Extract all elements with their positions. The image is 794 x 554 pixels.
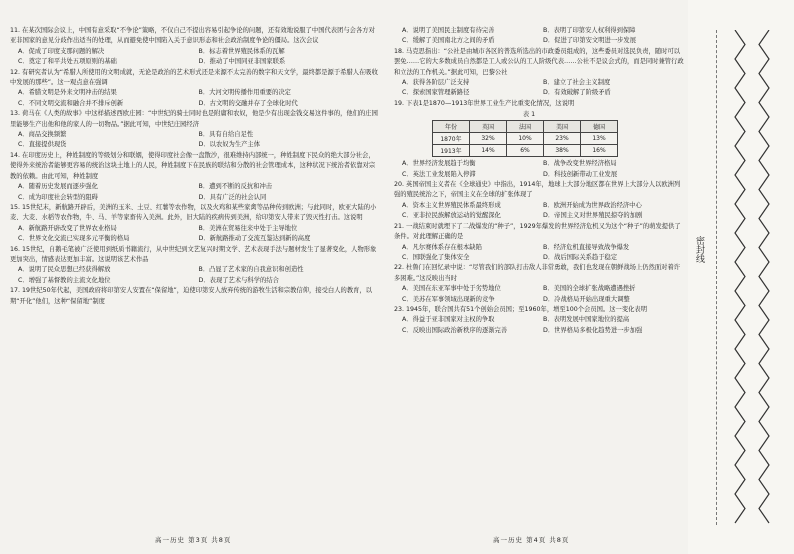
question-19: 19. 下表1是1870—1913年世界工业生产比重变化情况，这说明 xyxy=(394,99,575,107)
option: A．说明了美国民主制度有待完善 xyxy=(402,27,495,34)
option: C．英法工业发展陷入停滞 xyxy=(402,170,476,178)
option: A．说明了民众思想已经获得解放 xyxy=(18,266,111,274)
table-cell: 13% xyxy=(581,133,618,145)
question-13: 13. 荷马在《人类的故事》中这样描述西欧庄园：“中世纪的骑士同时也是附庸和农奴，他是少有出现金钱交易这件事的，他们的庄园里能够生产出他和他的家人的一切物品。”据此可知，中世纪庄园经济 xyxy=(10,110,378,128)
question-14-options xyxy=(10,182,379,203)
table-header: 年份 xyxy=(433,121,470,133)
option: C．国联强化了集体安全 xyxy=(402,253,470,261)
option: B．战争改变世界经济格局 xyxy=(543,160,617,168)
question-22-options xyxy=(394,284,684,305)
option: D．新航路推动了交流互鉴达到新的高度 xyxy=(198,235,311,243)
table-cell: 10% xyxy=(507,133,544,145)
option: C．反映出国际政治新秩序的逐渐完善 xyxy=(402,326,508,334)
table-header-row xyxy=(433,121,618,133)
table-cell: 6% xyxy=(507,145,544,157)
option: A．美国在东亚军事中处于劣势地位 xyxy=(402,285,501,293)
option: C．直接提供现货 xyxy=(18,141,67,149)
question-20-options xyxy=(394,201,684,222)
question-14: 14. 在印度历史上，种姓制度的等级划分和联姻，使得印度社会像一盘散沙，很难维持内部统一，种姓制度下民众的绝大部分社会，使得外来统治者能够更容易的统治这块土地上的人民，种姓制度下在民族的联结和分散的社会管理成本，这种状况下统治者依靠对宗教的依赖。由此可知，种姓制度 xyxy=(10,151,376,180)
table-row xyxy=(433,145,618,157)
option: C．亚非拉民族解放运动的觉醒深化 xyxy=(402,212,501,220)
table-cell: 14% xyxy=(470,145,507,157)
table-cell: 16% xyxy=(581,145,618,157)
option: C．增强了基督教的主流文化地位 xyxy=(18,276,111,284)
option: D．科技创新带动工业发展 xyxy=(543,170,618,178)
question-21: 21. 一战结束时就埋下了二战爆发的“种子”，1929年爆发的世界经济危机又为这个“种子”的萌发提供了条件。对此理解正确的是 xyxy=(394,222,681,241)
question-18-options xyxy=(394,78,684,99)
binding-zigzag-border xyxy=(733,30,785,530)
option: A．随着历史发展而逐步强化 xyxy=(18,183,98,191)
question-22: 22. 杜鲁门在回忆录中说：“尽管我们的部队打击敌人非常勇敢，我们也发现在朝鲜战场上仍然面对着许多困难。”这反映出当时 xyxy=(394,264,681,282)
table-header: 德国 xyxy=(581,121,618,133)
question-18: 18. 马克思指出：“公社是由城市各区的普选所选出的市政委员组成的，这些委员对选民负责，随时可以罢免……它的大多数成员自然都是工人或公认的工人阶级代表……公社不是议会式的，而是同时兼管行政和立法的工作机关。”据此可知，巴黎公社 xyxy=(394,47,684,76)
option: D．表现了艺术与科学的结合 xyxy=(198,276,279,284)
option: D．促进了印第安文明进一步发展 xyxy=(543,37,637,45)
table-caption: 表 1 xyxy=(522,111,536,119)
question-11-options xyxy=(10,47,379,68)
seal-line-label: 密封线 xyxy=(694,236,704,263)
option: C．成为印度社会转型的阻碍 xyxy=(18,193,98,201)
page-footer: 高一历史 第3页 共8页 xyxy=(155,536,232,544)
table-cell: 23% xyxy=(544,133,581,145)
option: B．美洲在贸易往来中处于主导地位 xyxy=(198,224,298,232)
option: C．美苏在军事领域出现新的竞争 xyxy=(402,295,495,303)
table-cell: 32% xyxy=(470,133,507,145)
question-21-options xyxy=(394,243,684,264)
option: B．欧洲开始成为世界政治经济中心 xyxy=(543,201,642,209)
option: B．具有自给自足性 xyxy=(198,131,254,139)
question-15: 15. 15世纪末，新航路开辟后，美洲的玉米、土豆、红薯等农作物，以及火鸡和某些家禽等品种传到欧洲；与此同时，欧亚大陆的小麦、大麦、水稻等农作物，牛、马、羊等家畜传入美洲。此外，旧大陆的疾病传到美洲，给印第安人带来了毁灭性打击。这说明 xyxy=(10,203,377,222)
option: A．获得各阶层广泛支持 xyxy=(402,79,470,87)
table-row xyxy=(433,133,618,145)
option: D．具有广泛的社会认同 xyxy=(198,193,267,201)
option: D．战后国际关系趋于稳定 xyxy=(543,253,618,261)
option: B．美国的全球扩张战略遭遇挫折 xyxy=(543,285,636,293)
option: A．促成了印度支那问题的解决 xyxy=(18,47,105,55)
left-exam-page xyxy=(0,0,385,554)
question-13-options xyxy=(10,130,379,151)
option: A．希腊文明是外来文明冲击的结果 xyxy=(18,89,117,97)
table-cell: 38% xyxy=(544,145,581,157)
option: D．冷战格局开始出现重大调整 xyxy=(543,295,630,303)
option: B．建立了社会主义制度 xyxy=(543,79,611,87)
table-cell: 1913年 xyxy=(433,145,470,157)
option: A．新航路开辟改变了世界农业格局 xyxy=(18,224,117,232)
option: D．帝国主义对世界殖民掠夺的加剧 xyxy=(543,212,643,220)
question-12-options xyxy=(10,88,379,109)
option: A．得益于亚非国家对主权的争取 xyxy=(402,316,495,324)
option: B．遭到不断的反抗和冲击 xyxy=(198,183,273,191)
option: B．标志着世界殖民体系的瓦解 xyxy=(198,47,285,55)
question-11: 11. 在某次国际会议上，中国有意采取“不争论”策略，不仅自己不提出容易引起争论的问题，还有效地说服了中国代表团与会各方对亚非国家的意见分歧作出适当的处理，从而避免使中国陷入关于意识形态和社会政治制度争论的僵局。这次会议 xyxy=(10,27,375,45)
table-header: 英国 xyxy=(470,121,507,133)
question-12: 12. 有研究者认为“希腊人所使用的文明成就，无论是政治的艺术形式还是来源不太完善的数字和天文学，最终都是源于希腊人在吸收中发展的那些”。这一观点意在强调 xyxy=(10,68,378,87)
option: C．缓解了美国南北方之间的矛盾 xyxy=(402,37,495,45)
industrial-share-table xyxy=(432,120,618,157)
option: C．探索国家管理新路径 xyxy=(402,89,470,97)
question-15-options xyxy=(10,224,379,245)
option: A．凡尔赛体系存在根本缺陷 xyxy=(402,243,482,251)
option: D．世界格局多极化趋势进一步加强 xyxy=(543,326,643,334)
option: D．以农奴为生产主体 xyxy=(198,141,261,149)
option: A．资本主义世界殖民体系最终形成 xyxy=(402,201,501,209)
table-header: 美国 xyxy=(544,121,581,133)
option: D．有效破解了阶级矛盾 xyxy=(543,89,611,97)
question-17: 17. 19世纪50年代起，美国政府将印第安人安置在“保留地”，迫使印第安人放弃传统的游牧生活和宗教信仰，接受白人的教育，以期“开化”他们，这种“保留地”制度 xyxy=(10,287,373,305)
option: C．奠定了和平共处五项原则的基础 xyxy=(18,58,117,66)
question-17-options xyxy=(394,26,684,47)
option: C．世界文化交流已实现多元平衡的格局 xyxy=(18,235,130,243)
question-23-options xyxy=(394,315,684,336)
page-footer: 高一历史 第4页 共8页 xyxy=(493,536,570,544)
option: B．经济危机直接导致战争爆发 xyxy=(543,243,630,251)
table-header: 法国 xyxy=(507,121,544,133)
option: C．不同文明交流和融合并不排斥创新 xyxy=(18,99,124,107)
table-cell: 1870年 xyxy=(433,133,470,145)
option: B．表明发展中国家地位的提高 xyxy=(543,316,630,324)
option: D．推动了中国同亚非国家联系 xyxy=(198,58,286,66)
option: B．凸显了艺术家的自我意识和创造性 xyxy=(198,266,304,274)
question-20: 20. 英国帝国主义者在《全球通史》中指出，1914年，地球上大部分地区都在世界上大部分人以欧洲列强的殖民统治之下，帝国主义在全球的扩张体现了 xyxy=(394,181,681,199)
seal-line xyxy=(716,30,717,525)
option: A．商品交换频繁 xyxy=(18,131,67,139)
question-23: 23. 1945年，联合国共有51个创始会员国；至1960年，增至100个会员国。这一变化表明 xyxy=(394,305,648,313)
option: D．古文明的交融并存了全球化时代 xyxy=(198,99,298,107)
option: A．世界经济发展趋于均衡 xyxy=(402,160,476,168)
option: B．大河文明传播作用重要的决定 xyxy=(198,89,291,97)
option: B．表明了印第安人权利得到保障 xyxy=(543,27,636,34)
question-19-options xyxy=(394,159,684,180)
right-exam-page xyxy=(388,0,688,554)
question-16-options xyxy=(10,265,379,286)
question-16: 16. 15世纪，自鹅毛笔被广泛使用到纸质书籍流行，从中世纪到文艺复兴时期文学、艺术表现手法与题材发生了显著变化，人物形象更加突出，情感表达更加丰富。这说明该艺术作品 xyxy=(10,245,377,263)
